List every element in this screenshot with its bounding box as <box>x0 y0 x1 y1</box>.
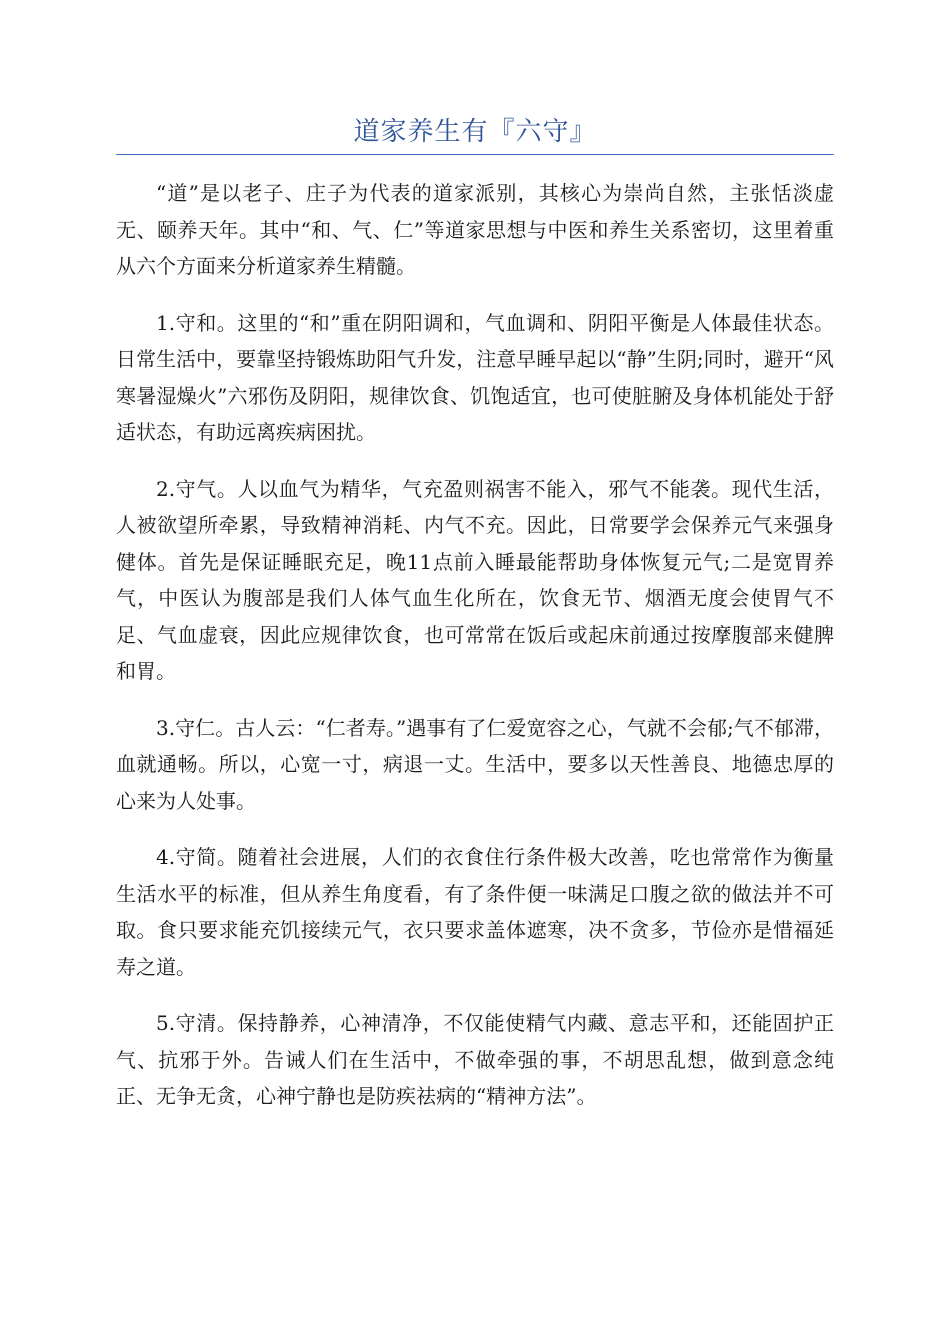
paragraph-shou-qing: 5.守清。保持静养，心神清净，不仅能使精气内藏、意志平和，还能固护正气、抗邪于外。告诫人们在生活中，不做牵强的事，不胡思乱想，做到意念纯正、无争无贪，心神宁静也是防疾祛病的“精神方法”。 <box>116 1011 834 1108</box>
paragraph-shou-qi: 2.守气。人以血气为精华，气充盈则祸害不能入，邪气不能袭。现代生活，人被欲望所牵累，导致精神消耗、内气不充。因此，日常要学会保养元气来强身健体。首先是保证睡眠充足，晚11点前入睡最能帮助身体恢复元气;二是宽胃养气，中医认为腹部是我们人体气血生化所在，饮食无节、烟酒无度会使胃气不足、气血虚衰，因此应规律饮食，也可常常在饭后或起床前通过按摩腹部来健脾和胃。 <box>116 476 834 683</box>
paragraph-shou-jian: 4.守简。随着社会进展，人们的衣食住行条件极大改善，吃也常常作为衡量生活水平的标准，但从养生角度看，有了条件便一味满足口腹之欲的做法并不可取。食只要求能充饥接续元气，衣只要求盖体遮寒，决不贪多，节俭亦是惜福延寿之道。 <box>116 845 834 979</box>
document-body <box>116 175 834 1135</box>
title-underline <box>116 154 834 155</box>
paragraph-shou-ren: 3.守仁。古人云：“仁者寿。”遇事有了仁爱宽容之心，气就不会郁;气不郁滞，血就通畅。所以，心宽一寸，病退一丈。生活中，要多以天性善良、地德忠厚的心来为人处事。 <box>116 715 834 813</box>
document-title: 道家养生有『六守』 <box>353 117 597 147</box>
paragraph-shou-he: 1.守和。这里的“和”重在阴阳调和，气血调和、阴阳平衡是人体最佳状态。日常生活中，要靠坚持锻炼助阳气升发，注意早睡早起以“静”生阴;同时，避开“风寒暑湿燥火”六邪伤及阴阳，规律饮食、饥饱适宜，也可使脏腑及身体机能处于舒适状态，有助远离疾病困扰。 <box>116 310 834 444</box>
intro-paragraph: “道”是以老子、庄子为代表的道家派别，其核心为崇尚自然，主张恬淡虚无、颐养天年。其中“和、气、仁”等道家思想与中医和养生关系密切，这里着重从六个方面来分析道家养生精髓。 <box>116 181 834 278</box>
